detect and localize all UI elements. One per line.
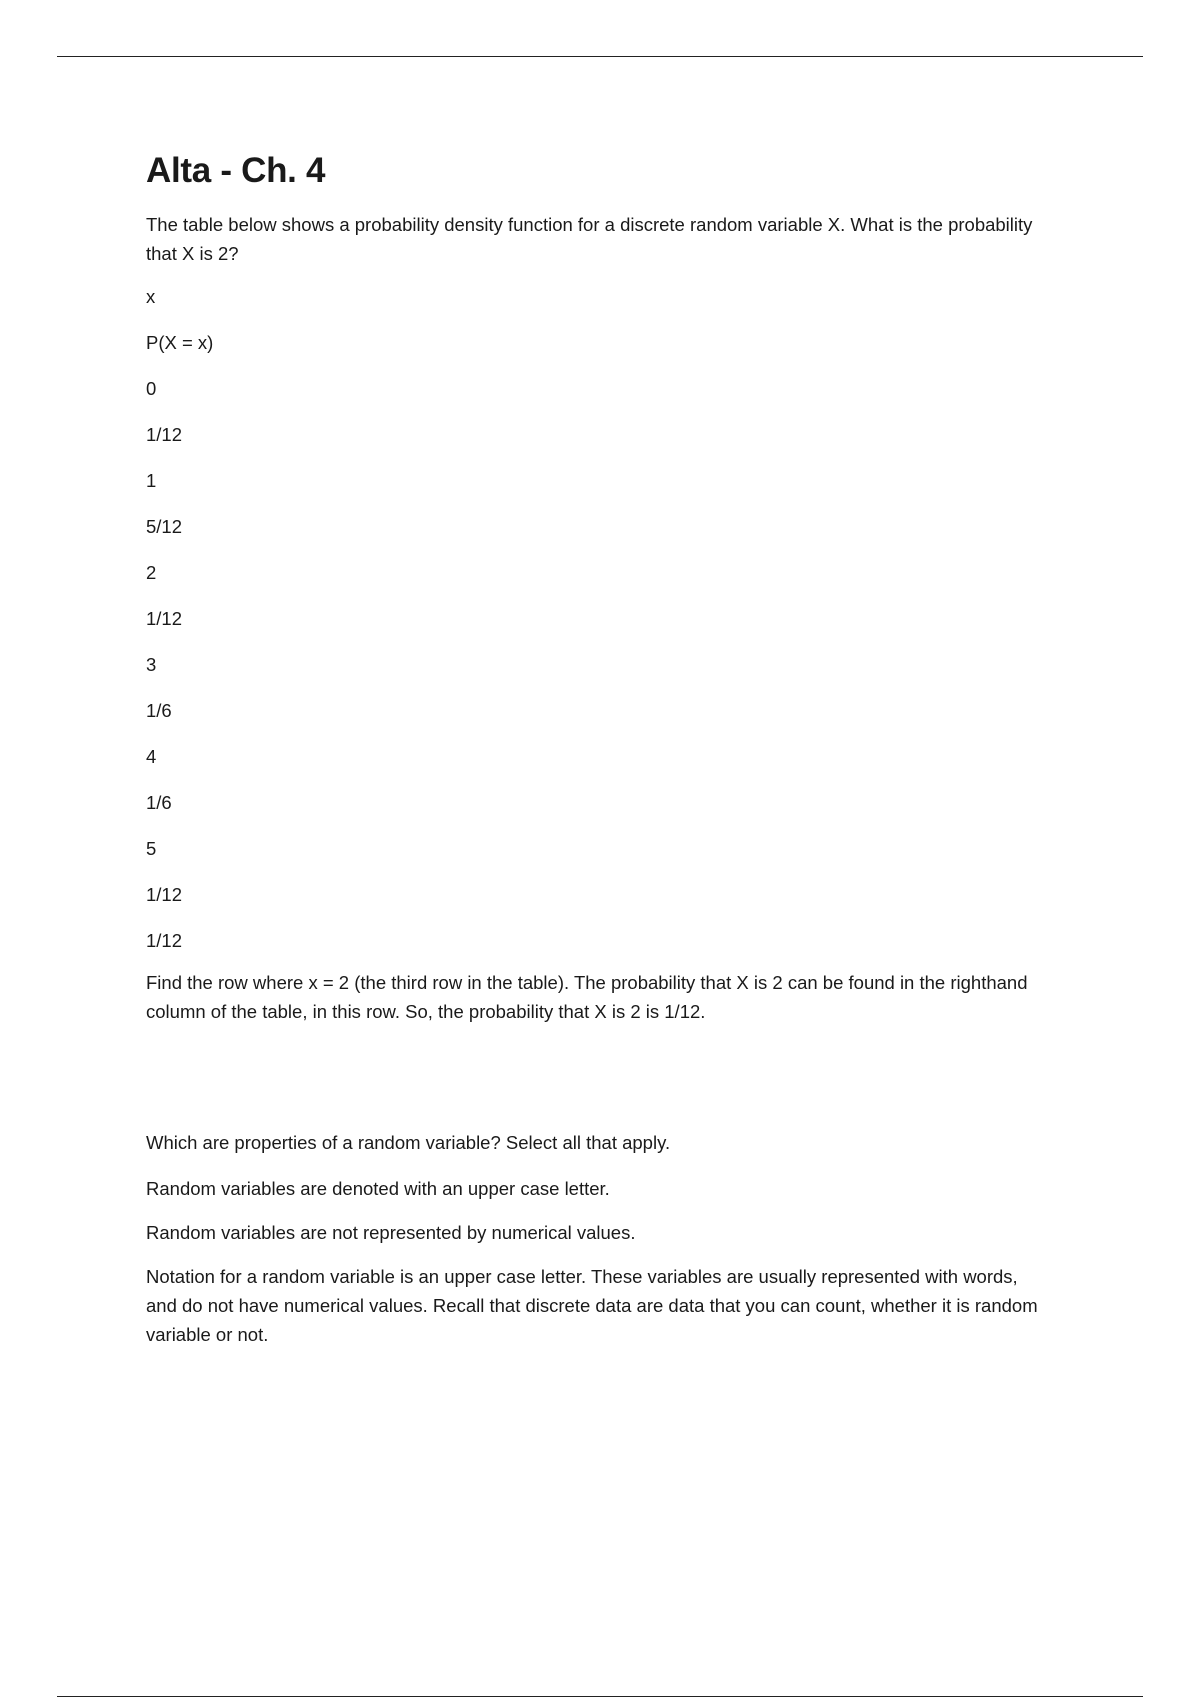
page-title: Alta - Ch. 4 <box>146 151 326 190</box>
table-cell: 1 <box>146 470 157 491</box>
table-cell: 1/12 <box>146 608 183 629</box>
question2-prompt: Which are properties of a random variable? Select all that apply. <box>146 1132 671 1153</box>
table-cell: 1/12 <box>146 930 183 951</box>
question1-prompt: The table below shows a probability density function for a discrete random variable X. What is the probability that X is 2? <box>146 214 1033 264</box>
table-cell: 0 <box>146 378 157 399</box>
table-cell: 4 <box>146 746 157 767</box>
pdf-table <box>146 284 1046 954</box>
table-cell: 5/12 <box>146 516 183 537</box>
table-cell: 1/6 <box>146 792 172 813</box>
table-cell: 2 <box>146 562 157 583</box>
question2-explanation: Notation for a random variable is an upper case letter. These variables are usually represented with words, and do not have numerical values. Recall that discrete data are data that you can count, whether it is random variable or not. <box>146 1266 1038 1345</box>
table-cell: 1/12 <box>146 424 183 445</box>
table-cell: 1/12 <box>146 884 183 905</box>
table-header-probability: P(X = x) <box>146 332 214 353</box>
document-body <box>146 148 1046 1349</box>
table-cell: 5 <box>146 838 157 859</box>
table-header-x: x <box>146 286 156 307</box>
answer-option: Random variables are not represented by numerical values. <box>146 1222 636 1243</box>
table-cell: 3 <box>146 654 157 675</box>
top-rule <box>57 56 1143 57</box>
answer-option: Random variables are denoted with an upper case letter. <box>146 1178 610 1199</box>
table-cell: 1/6 <box>146 700 172 721</box>
bottom-rule <box>57 1696 1143 1697</box>
question1-explanation: Find the row where x = 2 (the third row in the table). The probability that X is 2 can be found in the righthand column of the table, in this row. So, the probability that X is 2 is 1/12. <box>146 972 1028 1022</box>
